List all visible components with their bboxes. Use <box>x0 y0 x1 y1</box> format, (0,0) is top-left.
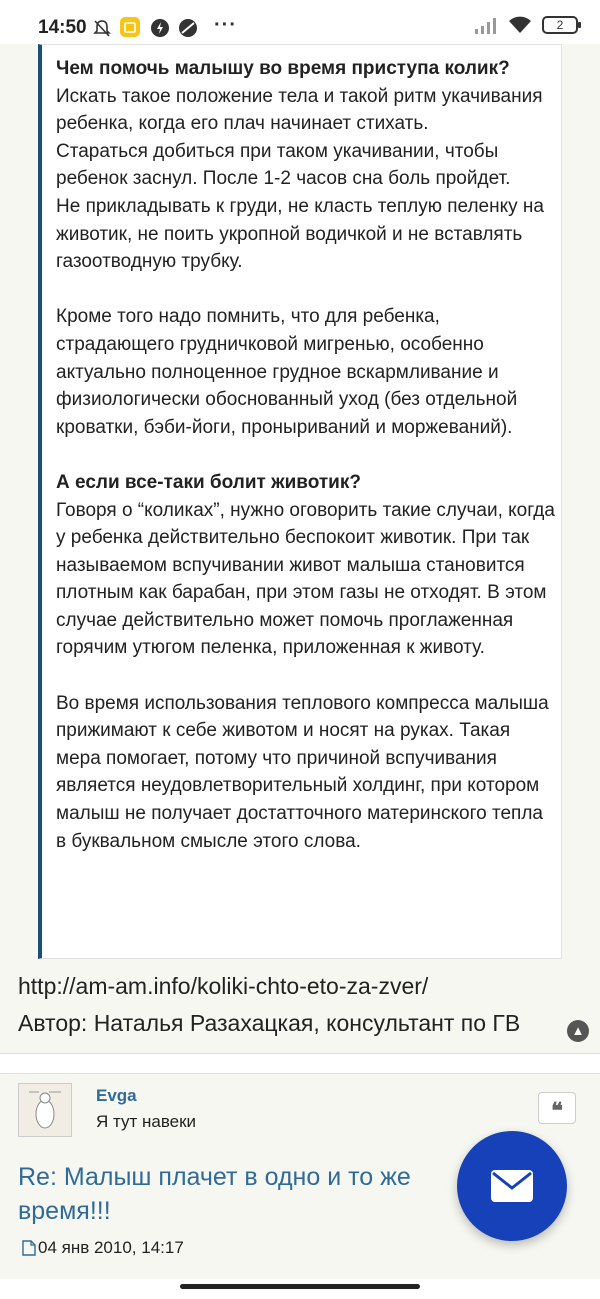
quote-paragraph: Стараться добиться при таком укачивании, чтобы ребенок заснул. После 1-2 часов сна боль пройдет. <box>56 140 511 190</box>
status-right <box>474 16 578 34</box>
paragraph-gap <box>56 662 556 690</box>
paragraph-gap <box>56 441 556 469</box>
document-icon <box>22 1240 36 1256</box>
status-time: 14:50 <box>38 17 87 38</box>
battery-icon <box>542 16 578 34</box>
app-notification-icon <box>119 16 141 38</box>
post-date-text: 04 янв 2010, 14:17 <box>38 1238 184 1257</box>
author-line: Автор: Наталья Разахацкая, консультант по ГВ <box>18 1010 521 1036</box>
quote-paragraph: Не прикладывать к груди, не класть теплую пеленку на животик, не поить укропной водичкой и не вставлять газоотводную трубку. <box>56 195 544 273</box>
post-title[interactable]: Re: Малыш плачет в одно и то же время!!! <box>18 1163 411 1225</box>
quote-paragraph: Искать такое положение тела и такой ритм укачивания ребенка, когда его плач начинает стихать. <box>56 85 543 135</box>
quote-heading: Чем помочь малышу во время приступа колик? <box>56 58 510 79</box>
quote-block <box>38 44 562 959</box>
scroll-up-icon[interactable]: ▲ <box>567 1020 589 1042</box>
home-indicator[interactable] <box>180 1284 420 1289</box>
quote-paragraph: Кроме того надо помнить, что для ребенка, страдающего грудничковой мигренью, особенно актуально полноценное грудное вскармливание и физиологически обоснованный уход (без отдельной кроватки, бэби-йоги, проныриваний и моржеваний). <box>56 306 518 438</box>
wifi-icon <box>508 16 532 34</box>
post-date <box>22 1238 184 1258</box>
quote-heading: А если все-таки болит животик? <box>56 471 361 493</box>
more-icon: ··· <box>214 14 237 36</box>
shield-icon <box>150 18 170 38</box>
battery-level: 2 <box>556 18 564 32</box>
user-title: Я тут навеки <box>96 1112 197 1131</box>
source-link[interactable]: http://am-am.info/koliki-chto-eto-za-zver/ <box>18 973 429 999</box>
quote-paragraph: Во время использования теплового компресса малыша прижимают к себе животом и носят на руках. Такая мера помогает, потому что причиной вспучивания является неудовлетворительный холдинг, при котором малыш не получает достатточного материнского тепла в буквальном смысле этого слова. <box>56 692 549 852</box>
avatar[interactable] <box>18 1083 72 1137</box>
mute-icon <box>92 18 112 38</box>
mail-icon <box>489 1168 535 1204</box>
quote-text <box>56 55 556 855</box>
quote-button[interactable]: ❝ <box>538 1092 576 1124</box>
paragraph-gap <box>56 276 556 304</box>
quote-paragraph: Говоря о “коликах”, нужно оговорить такие случаи, когда у ребенка действительно беспокоит животик. При так называемом вспучивании живот малыша становится плотным как барабан, при этом газы не отходят. В этом случае действительно может помочь проглаженная горячим утюгом пеленка, приложенная к животу. <box>56 499 555 659</box>
avatar-image <box>19 1084 71 1136</box>
username[interactable]: Evga <box>96 1086 137 1105</box>
signal-icon <box>474 16 498 34</box>
vpn-icon <box>178 18 198 38</box>
message-fab[interactable] <box>457 1131 567 1241</box>
